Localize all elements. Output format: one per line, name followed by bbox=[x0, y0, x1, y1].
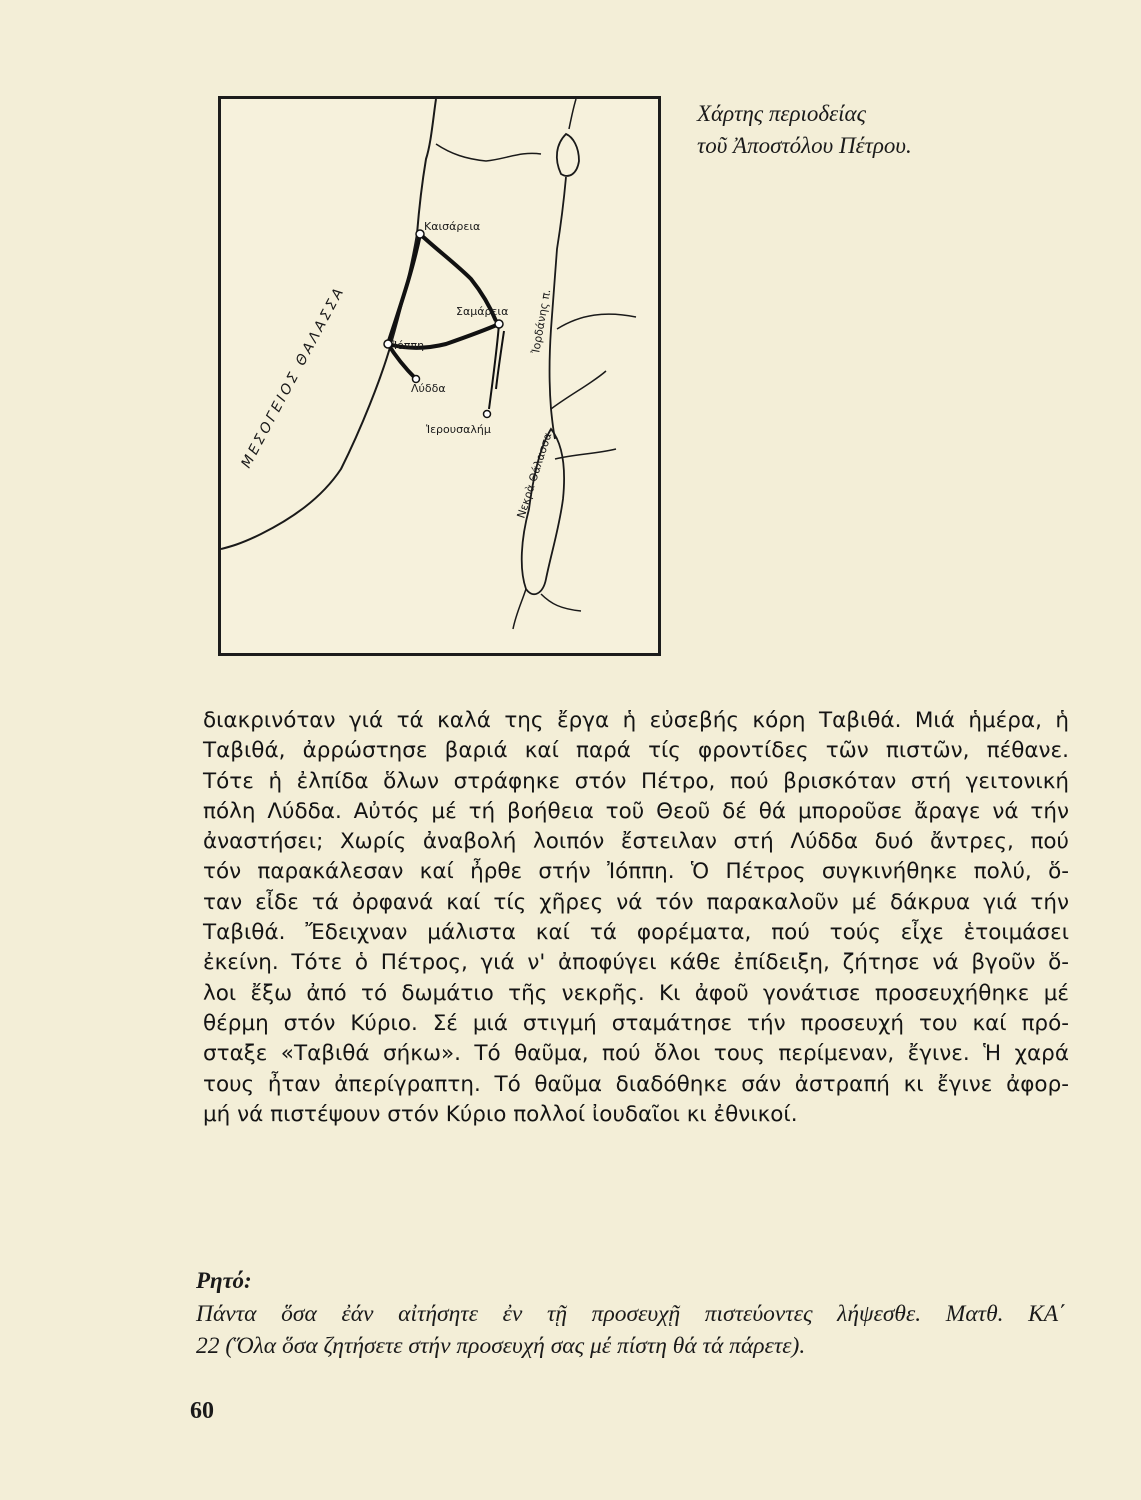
body-line: πόλη Λύδδα. Αὐτός μέ τή βοήθεια τοῦ Θεοῦ δέ θά μποροῦσε ἄραγε νά τήν bbox=[203, 798, 1069, 824]
label-jordan: Ἰορδάνης π. bbox=[529, 288, 554, 355]
map-drawing bbox=[221, 99, 658, 653]
body-line: διακρινόταν γιά τά καλά της ἔργα ἡ εὐσεβής κόρη Ταβιθά. Μιά ἡμέρα, ἡ bbox=[203, 708, 1069, 733]
label-samaria: Σαμάρεια bbox=[456, 305, 509, 318]
body-line: Τότε ἡ ἐλπίδα ὅλων στράφηκε στόν Πέτρο, πού βρισκόταν στή γειτονική bbox=[203, 768, 1069, 794]
caption-line-2: τοῦ Ἀποστόλου Πέτρου. bbox=[697, 133, 912, 158]
verse-line-2: 22 (Ὅλα ὅσα ζητήσετε στήν προσευχή σας μέ πίστη θά τά πάρετε). bbox=[196, 1333, 806, 1359]
label-joppa: Ἰόππη bbox=[393, 339, 425, 352]
sea-of-galilee bbox=[557, 134, 579, 176]
body-line: σταξε «Ταβιθά σήκω». Τό θαῦμα, πού ὅλοι τους περίμεναν, ἔγινε. Ἡ χαρά bbox=[203, 1041, 1069, 1067]
map-figure bbox=[218, 96, 661, 656]
page-number: 60 bbox=[190, 1398, 214, 1424]
body-line: ἐκείνη. Τότε ὁ Πέτρος, γιά ν' ἀποφύγει κάθε ἐπίδειξη, ζήτησε νά βγοῦν ὅ- bbox=[203, 950, 1069, 976]
northern-border bbox=[436, 144, 541, 161]
body-line: ταν εἶδε τά ὀρφανά καί τίς χῆρες νά τόν παρακαλοῦν μέ δάκρυα γιά τήν bbox=[203, 889, 1069, 915]
rhto-heading: Ρητό: bbox=[196, 1268, 252, 1293]
joppa-dot bbox=[384, 340, 392, 348]
route-caesarea-joppa bbox=[388, 234, 420, 344]
body-line: τόν παρακάλεσαν καί ἦρθε στήν Ἰόππη. Ὁ Πέτρος συγκινήθηκε πολύ, ὅ- bbox=[203, 859, 1069, 885]
label-caesarea: Καισάρεια bbox=[424, 220, 481, 233]
body-line: λοι ἔξω ἀπό τό δωμάτιο τῆς νεκρῆς. Κι ἀφοῦ γονάτισε προσευχήθηκε μέ bbox=[203, 980, 1069, 1006]
body-line: μή νά πιστέψουν στόν Κύριο πολλοί ἰουδαῖοι κι ἐθνικοί. bbox=[203, 1101, 798, 1127]
body-line: θέρμη στόν Κύριο. Σέ μιά στιγμή σταμάτησε τήν προσευχή του καί πρό- bbox=[203, 1010, 1069, 1036]
body-line: ἀναστήσει; Χωρίς ἀναβολή λοιπόν ἔστειλαν στή Λύδδα δυό ἄντρες, πού bbox=[203, 829, 1069, 855]
label-lydda: Λύδδα bbox=[411, 382, 446, 395]
caesarea-dot bbox=[416, 230, 424, 238]
route-samaria-jerusalem bbox=[489, 324, 499, 409]
body-line: Ταβιθά. Ἔδειχναν μάλιστα καί τά φορέματα, πού τούς εἶχε ἑτοιμάσει bbox=[203, 920, 1069, 946]
samaria-dot bbox=[495, 320, 503, 328]
body-line: τους ἦταν ἀπερίγραπτη. Τό θαῦμα διαδόθηκε σάν ἀστραπή κι ἔγινε ἀφορ- bbox=[203, 1071, 1069, 1097]
rhto-verse bbox=[196, 1298, 1066, 1362]
label-dead-sea: Νεκρὰ Θάλασσα bbox=[514, 431, 555, 520]
body-paragraph bbox=[203, 706, 1069, 1130]
caption-line-1: Χάρτης περιοδείας bbox=[697, 101, 866, 126]
label-mediterranean: ΜΕΣΟΓΕΙΟΣ ΘΑΛΑΣΣΑ bbox=[238, 283, 349, 471]
body-line: Ταβιθά, ἀρρώστησε βαριά καί παρά τίς φροντίδες τῶν πιστῶν, πέθανε. bbox=[203, 738, 1069, 764]
label-jerusalem: Ἱερουσαλήμ bbox=[426, 423, 491, 436]
jerusalem-dot bbox=[484, 411, 491, 418]
map-caption bbox=[697, 98, 912, 162]
verse-line-1: Πάντα ὅσα ἐάν αἰτήσητε ἐν τῇ προσευχῇ πιστεύοντες λήψεσθε. Ματθ. ΚΑ΄ bbox=[196, 1301, 1066, 1327]
